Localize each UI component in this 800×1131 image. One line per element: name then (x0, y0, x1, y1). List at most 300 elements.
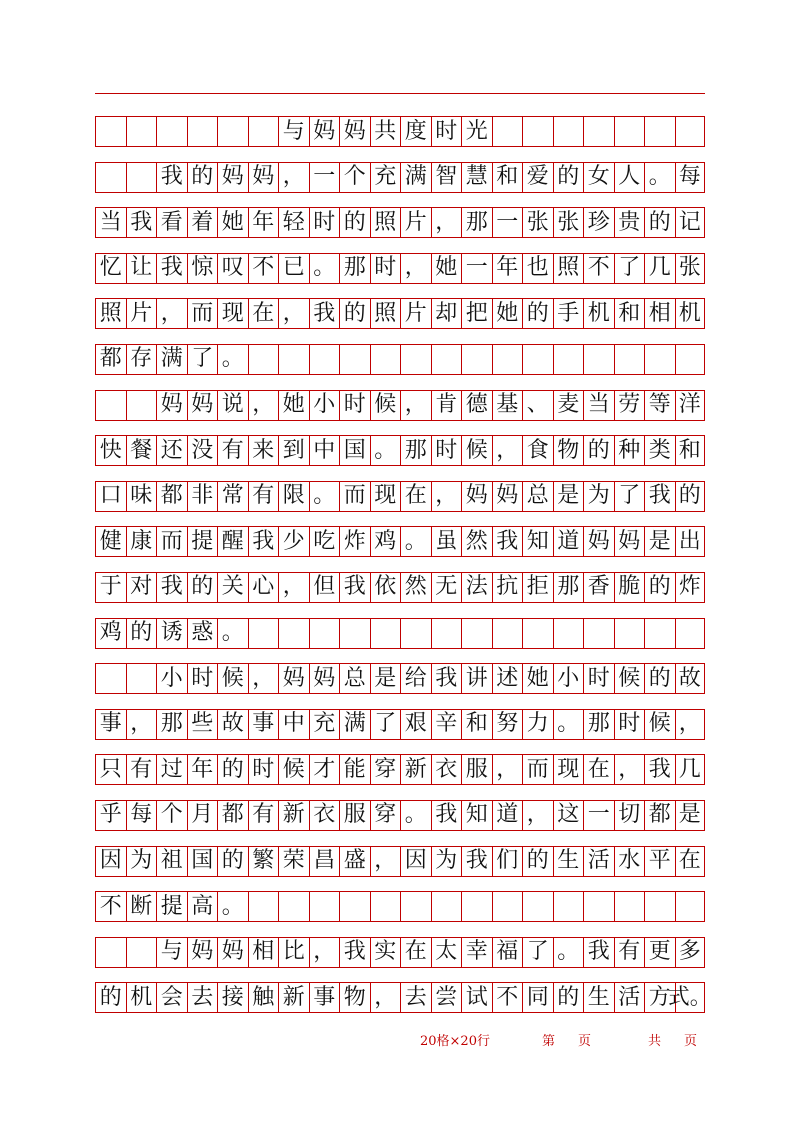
grid-cell (309, 664, 340, 693)
grid-cell (675, 436, 706, 465)
cell-character: 度 (404, 118, 427, 144)
grid-cell (156, 527, 187, 556)
grid-cell (522, 254, 553, 283)
grid-cell (553, 847, 584, 876)
cell-character: 而 (160, 528, 183, 554)
grid-cell (156, 299, 187, 328)
cell-character: 着 (191, 209, 214, 235)
cell-character: 。 (557, 711, 580, 737)
cell-character: 不 (252, 255, 275, 281)
cell-character: 现 (374, 483, 397, 509)
cell-character: 餐 (130, 437, 153, 463)
grid-cell (492, 254, 523, 283)
cell-character: ， (252, 665, 275, 691)
cell-character: ， (404, 392, 427, 418)
cell-character: 拒 (526, 574, 549, 600)
cell-character: 触 (252, 984, 275, 1010)
grid-cell (309, 345, 340, 374)
cell-character: 的 (221, 848, 244, 873)
cell-character: 妈 (465, 483, 488, 509)
grid-cell (339, 801, 370, 830)
cell-character: 力 (526, 711, 549, 737)
grid-cell (370, 983, 401, 1012)
cell-character: 活 (618, 984, 641, 1010)
grid-cell (278, 938, 309, 967)
cell-character: 活 (587, 848, 610, 873)
cell-character: ， (404, 255, 427, 281)
grid-cell (614, 345, 645, 374)
grid-cell (309, 710, 340, 739)
cell-character: 妈 (343, 118, 366, 144)
grid-cell (522, 482, 553, 511)
grid-cell (126, 436, 157, 465)
grid-cell (675, 664, 706, 693)
grid-cell (278, 527, 309, 556)
grid-cell (553, 208, 584, 237)
grid-cell (217, 983, 248, 1012)
grid-cell (278, 983, 309, 1012)
grid-cell (156, 983, 187, 1012)
grid-cell (248, 299, 279, 328)
cell-character: 照 (99, 300, 122, 326)
grid-cell (461, 527, 492, 556)
cell-character: 年 (252, 209, 275, 235)
cell-character: 有 (252, 802, 275, 828)
grid-cell (126, 117, 157, 146)
grid-cell (492, 117, 523, 146)
grid-cell (492, 892, 523, 921)
cell-character: 的 (191, 164, 214, 190)
grid-cell (217, 527, 248, 556)
cell-character: 的 (526, 848, 549, 873)
cell-character: 也 (526, 255, 549, 281)
cell-character: 爱 (526, 164, 549, 190)
grid-cell (126, 619, 157, 648)
cell-character: 国 (191, 848, 214, 873)
grid-cell (126, 345, 157, 374)
grid-cell (614, 892, 645, 921)
cell-character: 新 (282, 802, 305, 828)
grid-cell (126, 892, 157, 921)
cell-character: 轻 (282, 209, 305, 235)
grid-cell (431, 938, 462, 967)
cell-character: 光 (465, 118, 488, 144)
grid-cell (644, 299, 675, 328)
cell-character: 。 (404, 802, 427, 828)
cell-character: 是 (678, 802, 701, 828)
grid-cell (553, 345, 584, 374)
grid-cell (614, 208, 645, 237)
grid-cell (248, 847, 279, 876)
cell-character: 到 (282, 437, 305, 463)
manuscript-grid (95, 116, 712, 1028)
grid-cell (187, 801, 218, 830)
grid-cell (644, 527, 675, 556)
cell-character: 了 (374, 711, 397, 737)
cell-character: 当 (587, 392, 610, 418)
grid-cell (156, 163, 187, 192)
cell-character: 满 (404, 164, 427, 190)
cell-character: 味 (130, 483, 153, 509)
grid-row (95, 754, 705, 785)
cell-character: 张 (526, 209, 549, 235)
grid-cell (370, 619, 401, 648)
grid-cell (522, 208, 553, 237)
grid-cell (675, 299, 706, 328)
grid-cell (187, 436, 218, 465)
grid-cell (431, 801, 462, 830)
grid-cell (675, 847, 706, 876)
cell-character: 服 (465, 756, 488, 782)
grid-cell (644, 664, 675, 693)
grid-row (95, 116, 705, 147)
grid-cell (522, 892, 553, 921)
grid-cell (644, 938, 675, 967)
cell-character: 几 (678, 756, 701, 782)
cell-character: 吃 (313, 528, 336, 554)
grid-cell (400, 254, 431, 283)
grid-cell (95, 801, 126, 830)
cell-character: ， (374, 984, 397, 1010)
cell-character: 的 (99, 984, 122, 1010)
grid-cell (309, 254, 340, 283)
cell-character: 脆 (618, 574, 641, 600)
grid-cell (309, 117, 340, 146)
cell-character: 昌 (313, 848, 336, 873)
grid-cell (278, 391, 309, 420)
grid-cell (95, 208, 126, 237)
grid-cell (553, 573, 584, 602)
grid-cell (461, 117, 492, 146)
cell-character: 口 (99, 483, 122, 509)
cell-character: 在 (252, 300, 275, 326)
cell-character: 一 (465, 255, 488, 281)
grid-cell (522, 983, 553, 1012)
cell-character: 断 (130, 893, 153, 919)
grid-cell (248, 117, 279, 146)
grid-cell (339, 938, 370, 967)
cell-character: 少 (282, 528, 305, 554)
cell-character: 福 (496, 939, 519, 965)
grid-cell (675, 117, 706, 146)
cell-character: 事 (99, 711, 122, 737)
grid-cell (461, 163, 492, 192)
cell-character: 故 (221, 711, 244, 737)
cell-character: 为 (587, 483, 610, 509)
cell-character: 共 (374, 118, 397, 144)
grid-cell (95, 664, 126, 693)
cell-character: 时 (191, 665, 214, 691)
cell-character: 小 (160, 665, 183, 691)
grid-cell (278, 345, 309, 374)
cell-character: 的 (557, 984, 580, 1010)
cell-character: 候 (648, 711, 671, 737)
cell-character: 张 (557, 209, 580, 235)
grid-cell (278, 117, 309, 146)
grid-cell (644, 163, 675, 192)
grid-cell (126, 254, 157, 283)
grid-cell (644, 892, 675, 921)
grid-cell (339, 117, 370, 146)
grid-cell (95, 938, 126, 967)
grid-cell (583, 710, 614, 739)
cell-character: 依 (374, 574, 397, 600)
cell-character: 在 (587, 756, 610, 782)
cell-character: 提 (191, 528, 214, 554)
grid-cell (248, 391, 279, 420)
cell-character: 穿 (374, 802, 397, 828)
grid-spec-label: 20格×20行 (420, 1034, 490, 1049)
grid-cell (461, 436, 492, 465)
cell-character: 年 (191, 756, 214, 782)
cell-character: 的 (648, 574, 671, 600)
grid-cell (614, 299, 645, 328)
grid-cell (583, 619, 614, 648)
grid-cell (95, 892, 126, 921)
page-label-di: 第 (542, 1034, 556, 1049)
cell-character: 的 (587, 437, 610, 463)
cell-character: 有 (252, 483, 275, 509)
grid-cell (583, 254, 614, 283)
grid-cell (309, 619, 340, 648)
cell-character: ， (496, 756, 519, 782)
grid-cell (553, 163, 584, 192)
cell-character: 无 (435, 574, 458, 600)
top-rule-line (95, 93, 705, 94)
cell-character: 新 (404, 756, 427, 782)
grid-cell (126, 527, 157, 556)
grid-cell (614, 254, 645, 283)
cell-character: 我 (587, 939, 610, 965)
grid-row (95, 435, 705, 466)
grid-cell (583, 436, 614, 465)
grid-cell (400, 847, 431, 876)
cell-character: 叹 (221, 255, 244, 281)
cell-character: 当 (99, 209, 122, 235)
grid-cell (400, 983, 431, 1012)
grid-cell (614, 391, 645, 420)
cell-character: 候 (618, 665, 641, 691)
cell-character: 高 (191, 893, 214, 919)
grid-cell (339, 208, 370, 237)
cell-character: 女 (587, 164, 610, 190)
grid-cell (217, 755, 248, 784)
grid-cell (339, 573, 370, 602)
cell-character: 中 (282, 711, 305, 737)
cell-character: 常 (221, 483, 244, 509)
cell-character: 试 (465, 984, 488, 1010)
cell-character: 和 (496, 164, 519, 190)
grid-cell (187, 163, 218, 192)
grid-cell (644, 710, 675, 739)
cell-character: 人 (618, 164, 641, 190)
grid-cell (553, 391, 584, 420)
grid-cell (339, 163, 370, 192)
grid-cell (248, 254, 279, 283)
cell-character: 贵 (618, 209, 641, 235)
grid-cell (461, 391, 492, 420)
grid-cell (187, 299, 218, 328)
cell-character: 物 (557, 437, 580, 463)
grid-cell (675, 938, 706, 967)
grid-cell (461, 847, 492, 876)
cell-character: 过 (160, 756, 183, 782)
cell-character: 片 (130, 300, 153, 326)
cell-character: 存 (130, 346, 153, 372)
grid-cell (553, 664, 584, 693)
cell-character: 已 (282, 255, 305, 281)
grid-cell (309, 436, 340, 465)
cell-character: 都 (221, 802, 244, 828)
cell-character: 穿 (374, 756, 397, 782)
grid-cell (309, 847, 340, 876)
grid-cell (644, 573, 675, 602)
cell-character: 诱 (160, 620, 183, 646)
cell-character: 充 (374, 164, 397, 190)
grid-cell (217, 573, 248, 602)
grid-cell (187, 983, 218, 1012)
grid-cell (461, 345, 492, 374)
cell-character: 的 (678, 483, 701, 509)
cell-character: 平 (648, 848, 671, 873)
grid-cell (431, 847, 462, 876)
cell-character: 非 (191, 483, 214, 509)
cell-character: 是 (648, 528, 671, 554)
grid-cell (522, 619, 553, 648)
grid-cell (217, 345, 248, 374)
grid-cell (187, 482, 218, 511)
cell-character: ， (130, 711, 153, 737)
cell-character: 能 (343, 756, 366, 782)
cell-character: 了 (191, 346, 214, 372)
grid-cell (217, 892, 248, 921)
cell-character: 麦 (557, 392, 580, 418)
grid-cell (431, 573, 462, 602)
cell-character: 然 (465, 528, 488, 554)
grid-cell (339, 527, 370, 556)
grid-cell (95, 254, 126, 283)
cell-character: 出 (678, 528, 701, 554)
grid-cell (370, 801, 401, 830)
cell-character: 我 (343, 574, 366, 600)
grid-row (95, 663, 705, 694)
cell-character: 法 (465, 574, 488, 600)
cell-character: 等 (648, 392, 671, 418)
grid-cell (156, 847, 187, 876)
grid-cell (126, 938, 157, 967)
grid-cell (583, 391, 614, 420)
grid-cell (278, 573, 309, 602)
cell-character: 那 (465, 209, 488, 235)
grid-cell (583, 163, 614, 192)
cell-character: 时 (313, 209, 336, 235)
grid-cell (675, 391, 706, 420)
cell-character: 繁 (252, 848, 275, 873)
cell-character: 不 (99, 893, 122, 919)
cell-character: 来 (252, 437, 275, 463)
grid-cell (492, 436, 523, 465)
cell-character: 种 (618, 437, 641, 463)
cell-character: 关 (221, 574, 244, 600)
grid-cell (95, 573, 126, 602)
cell-character: 妈 (160, 392, 183, 418)
cell-character: 德 (465, 392, 488, 418)
grid-cell (583, 755, 614, 784)
grid-cell (217, 710, 248, 739)
grid-cell (187, 892, 218, 921)
grid-cell (675, 573, 706, 602)
grid-cell (675, 254, 706, 283)
grid-row (95, 344, 705, 375)
grid-cell (675, 801, 706, 830)
grid-cell (156, 345, 187, 374)
grid-cell (553, 482, 584, 511)
grid-cell (675, 619, 706, 648)
cell-character: 乎 (99, 802, 122, 828)
cell-character: 。 (404, 528, 427, 554)
grid-cell (431, 710, 462, 739)
cell-character: 。 (221, 620, 244, 646)
cell-character: 衣 (313, 802, 336, 828)
cell-character: 智 (435, 164, 458, 190)
cell-character: 。 (221, 346, 244, 372)
grid-cell (461, 619, 492, 648)
cell-character: 年 (496, 255, 519, 281)
cell-character: 和 (678, 437, 701, 463)
grid-cell (187, 254, 218, 283)
grid-cell (431, 254, 462, 283)
grid-cell (278, 619, 309, 648)
grid-cell (400, 619, 431, 648)
cell-character: 片 (404, 209, 427, 235)
grid-cell (461, 938, 492, 967)
cell-character: 慧 (465, 164, 488, 190)
grid-cell (126, 664, 157, 693)
grid-cell (339, 847, 370, 876)
grid-cell (339, 619, 370, 648)
cell-character: 只 (99, 756, 122, 782)
cell-character: 时 (374, 255, 397, 281)
grid-cell (400, 938, 431, 967)
cell-character: ， (435, 209, 458, 235)
grid-cell (95, 755, 126, 784)
cell-character: 、 (526, 392, 549, 418)
cell-character: 盛 (343, 848, 366, 873)
grid-cell (614, 938, 645, 967)
grid-cell (400, 391, 431, 420)
cell-character: 照 (374, 209, 397, 235)
cell-character: 而 (191, 300, 214, 326)
cell-character: 接 (221, 984, 244, 1010)
grid-cell (217, 163, 248, 192)
cell-character: 在 (404, 939, 427, 965)
grid-cell (95, 299, 126, 328)
cell-character: 妈 (221, 939, 244, 965)
cell-character: 我 (160, 255, 183, 281)
cell-character: 是 (374, 665, 397, 691)
cell-character: 而 (343, 483, 366, 509)
grid-cell (95, 527, 126, 556)
cell-character: 比 (282, 939, 305, 965)
grid-cell (400, 573, 431, 602)
cell-character: ， (526, 802, 549, 828)
grid-cell (553, 983, 584, 1012)
cell-character: 实 (374, 939, 397, 965)
grid-cell (522, 117, 553, 146)
cell-character: 机 (587, 300, 610, 326)
grid-cell (370, 755, 401, 784)
grid-cell (583, 299, 614, 328)
